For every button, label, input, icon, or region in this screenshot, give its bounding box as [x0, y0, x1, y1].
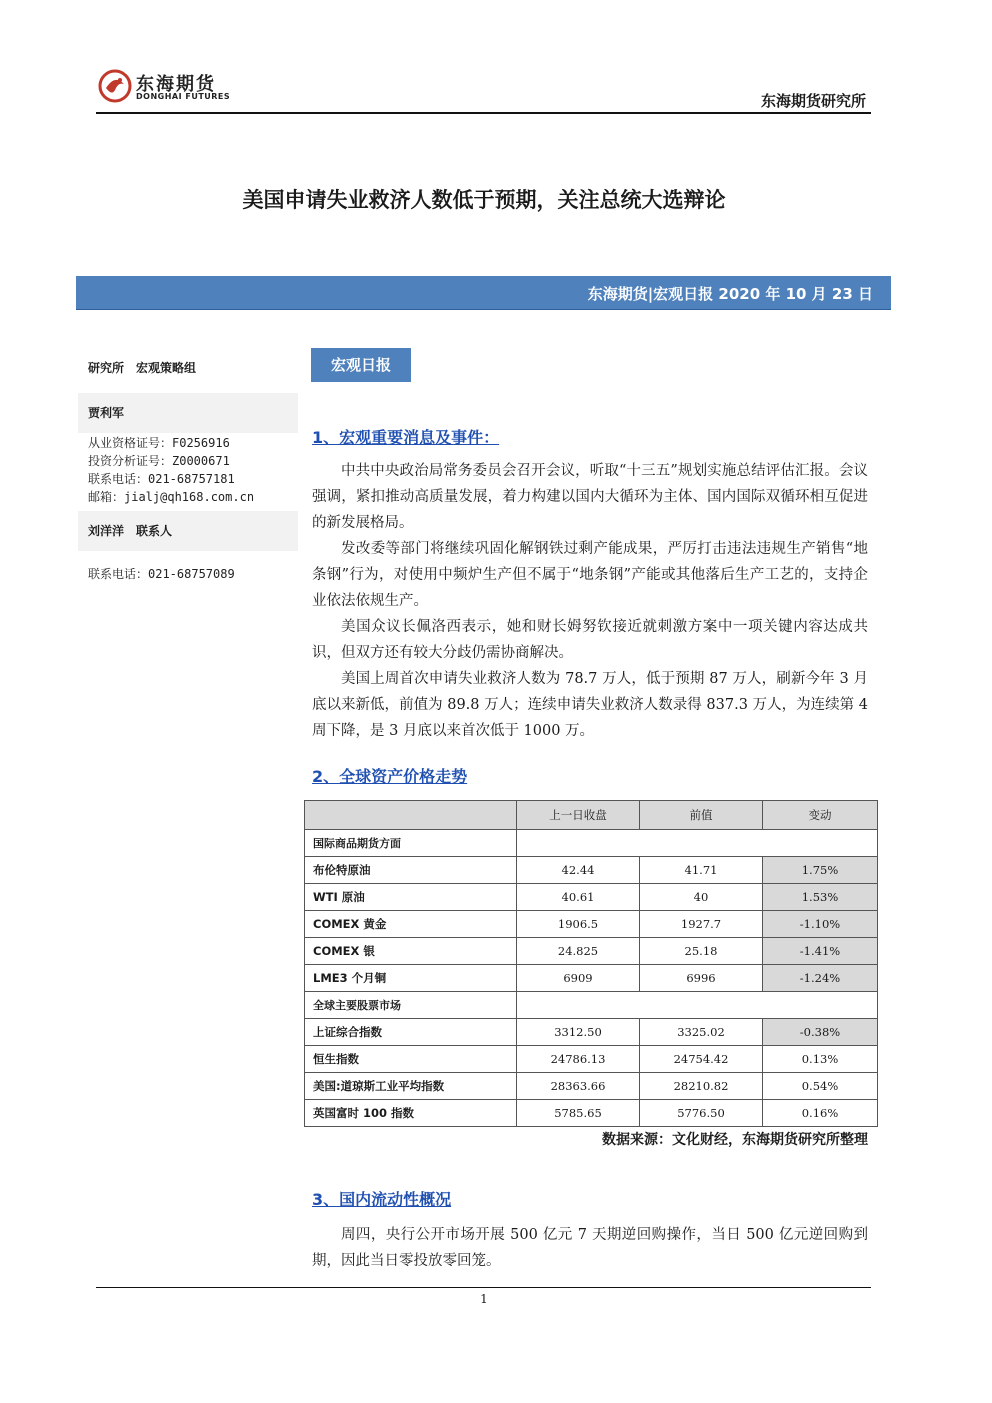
asset-name: COMEX 银	[305, 938, 517, 965]
data-source: 数据来源：文化财经，东海期货研究所整理	[602, 1132, 868, 1148]
table-category-blank	[517, 830, 878, 857]
table-category-blank	[517, 992, 878, 1019]
asset-name: COMEX 黄金	[305, 911, 517, 938]
last-close: 24.825	[517, 938, 640, 965]
table-row	[305, 857, 878, 884]
section1-paragraph: 美国众议长佩洛西表示，她和财长姆努钦接近就刺激方案中一项关键内容达成共识，但双方还有较大分歧仍需协商解决。	[312, 619, 868, 661]
change-value: 1.53%	[763, 884, 878, 911]
change-value: -1.10%	[763, 911, 878, 938]
section1-paragraph: 中共中央政治局常务委员会召开会议，听取“十三五”规划实施总结评估汇报。会议强调，紧扣推动高质量发展，着力构建以国内大循环为主体、国内国际双循环相互促进的新发展格局。	[312, 463, 868, 531]
previous-value: 28210.82	[640, 1073, 763, 1100]
section1-paragraph: 发改委等部门将继续巩固化解钢铁过剩产能成果，严厉打击违法违规生产销售“地条钢”行为，对使用中频炉生产但不属于“地条钢”产能或其他落后生产工艺的，支持企业依法依规生产。	[312, 541, 868, 609]
last-close: 42.44	[517, 857, 640, 884]
section3-heading: 3、国内流动性概况	[312, 1190, 452, 1209]
change-value: -1.41%	[763, 938, 878, 965]
company-logo	[96, 66, 236, 106]
table-category-row	[305, 992, 878, 1019]
change-value: 0.54%	[763, 1073, 878, 1100]
last-close: 24786.13	[517, 1046, 640, 1073]
analyst-info-2	[88, 565, 235, 583]
previous-value: 6996	[640, 965, 763, 992]
header-divider	[96, 112, 871, 114]
previous-value: 41.71	[640, 857, 763, 884]
previous-value: 1927.7	[640, 911, 763, 938]
analyst1-line: 从业资格证号：F0256916	[88, 436, 230, 450]
sidebar-dept: 研究所 宏观策略组	[78, 348, 298, 388]
asset-name: 恒生指数	[305, 1046, 517, 1073]
page-number: 1	[480, 1292, 488, 1306]
table-category-row	[305, 830, 878, 857]
table-row	[305, 1019, 878, 1046]
previous-value: 24754.42	[640, 1046, 763, 1073]
last-close: 28363.66	[517, 1073, 640, 1100]
previous-value: 25.18	[640, 938, 763, 965]
analyst-name-1: 贾利军	[78, 393, 298, 433]
table-row	[305, 884, 878, 911]
last-close: 5785.65	[517, 1100, 640, 1127]
footer-divider	[96, 1287, 871, 1288]
logo-chinese-name: 东海期货	[136, 74, 216, 95]
table-header-cell: 上一日收盘	[517, 801, 640, 830]
section-tag: 宏观日报	[311, 348, 411, 382]
analyst-info-1	[88, 434, 254, 506]
section2-heading: 2、全球资产价格走势	[312, 767, 468, 786]
section1-heading: 1、宏观重要消息及事件：	[312, 428, 500, 447]
table-row	[305, 1073, 878, 1100]
section3-paragraph: 周四，央行公开市场开展 500 亿元 7 天期逆回购操作，当日 500 亿元逆回购到期，因此当日零投放零回笼。	[312, 1227, 868, 1269]
analyst-name-2: 刘洋洋 联系人	[78, 511, 298, 551]
table-category-label: 国际商品期货方面	[305, 830, 517, 857]
table-row	[305, 1046, 878, 1073]
banner-text: 东海期货|宏观日报 2020 年 10 月 23 日	[587, 285, 873, 303]
section1-paragraph: 美国上周首次申请失业救济人数为 78.7 万人，低于预期 87 万人，刷新今年 3 月底以来新低，前值为 89.8 万人；连续申请失业救济人数录得 837.3 万人，为连续第 4 周下降，是 3 月底以来首次低于 1000 万。	[312, 671, 868, 739]
report-banner	[76, 276, 891, 310]
table-row	[305, 911, 878, 938]
table-row	[305, 1100, 878, 1127]
analyst1-line: 联系电话：021-68757181	[88, 472, 235, 486]
change-value: 1.75%	[763, 857, 878, 884]
change-value: -0.38%	[763, 1019, 878, 1046]
asset-name: WTI 原油	[305, 884, 517, 911]
table-header-cell: 变动	[763, 801, 878, 830]
asset-name: 布伦特原油	[305, 857, 517, 884]
last-close: 6909	[517, 965, 640, 992]
last-close: 40.61	[517, 884, 640, 911]
table-category-label: 全球主要股票市场	[305, 992, 517, 1019]
asset-price-table	[304, 800, 878, 1127]
change-value: -1.24%	[763, 965, 878, 992]
table-header-row	[305, 801, 878, 830]
asset-name: 英国富时 100 指数	[305, 1100, 517, 1127]
last-close: 3312.50	[517, 1019, 640, 1046]
asset-name: LME3 个月铜	[305, 965, 517, 992]
analyst2-line: 联系电话：021-68757089	[88, 567, 235, 581]
dragon-logo-icon	[96, 66, 134, 106]
report-title: 美国申请失业救济人数低于预期，关注总统大选辩论	[242, 188, 726, 212]
change-value: 0.13%	[763, 1046, 878, 1073]
table-header-cell: 前值	[640, 801, 763, 830]
logo-english-name: DONGHAI FUTURES	[136, 92, 231, 101]
last-close: 1906.5	[517, 911, 640, 938]
previous-value: 40	[640, 884, 763, 911]
institute-name: 东海期货研究所	[760, 92, 866, 110]
table-row	[305, 938, 878, 965]
previous-value: 5776.50	[640, 1100, 763, 1127]
asset-name: 美国:道琼斯工业平均指数	[305, 1073, 517, 1100]
table-header-blank	[305, 801, 517, 830]
analyst1-email: 邮箱：jialj@qh168.com.cn	[88, 490, 255, 504]
analyst1-line: 投资分析证号：Z0000671	[88, 454, 230, 468]
previous-value: 3325.02	[640, 1019, 763, 1046]
change-value: 0.16%	[763, 1100, 878, 1127]
asset-name: 上证综合指数	[305, 1019, 517, 1046]
table-row	[305, 965, 878, 992]
